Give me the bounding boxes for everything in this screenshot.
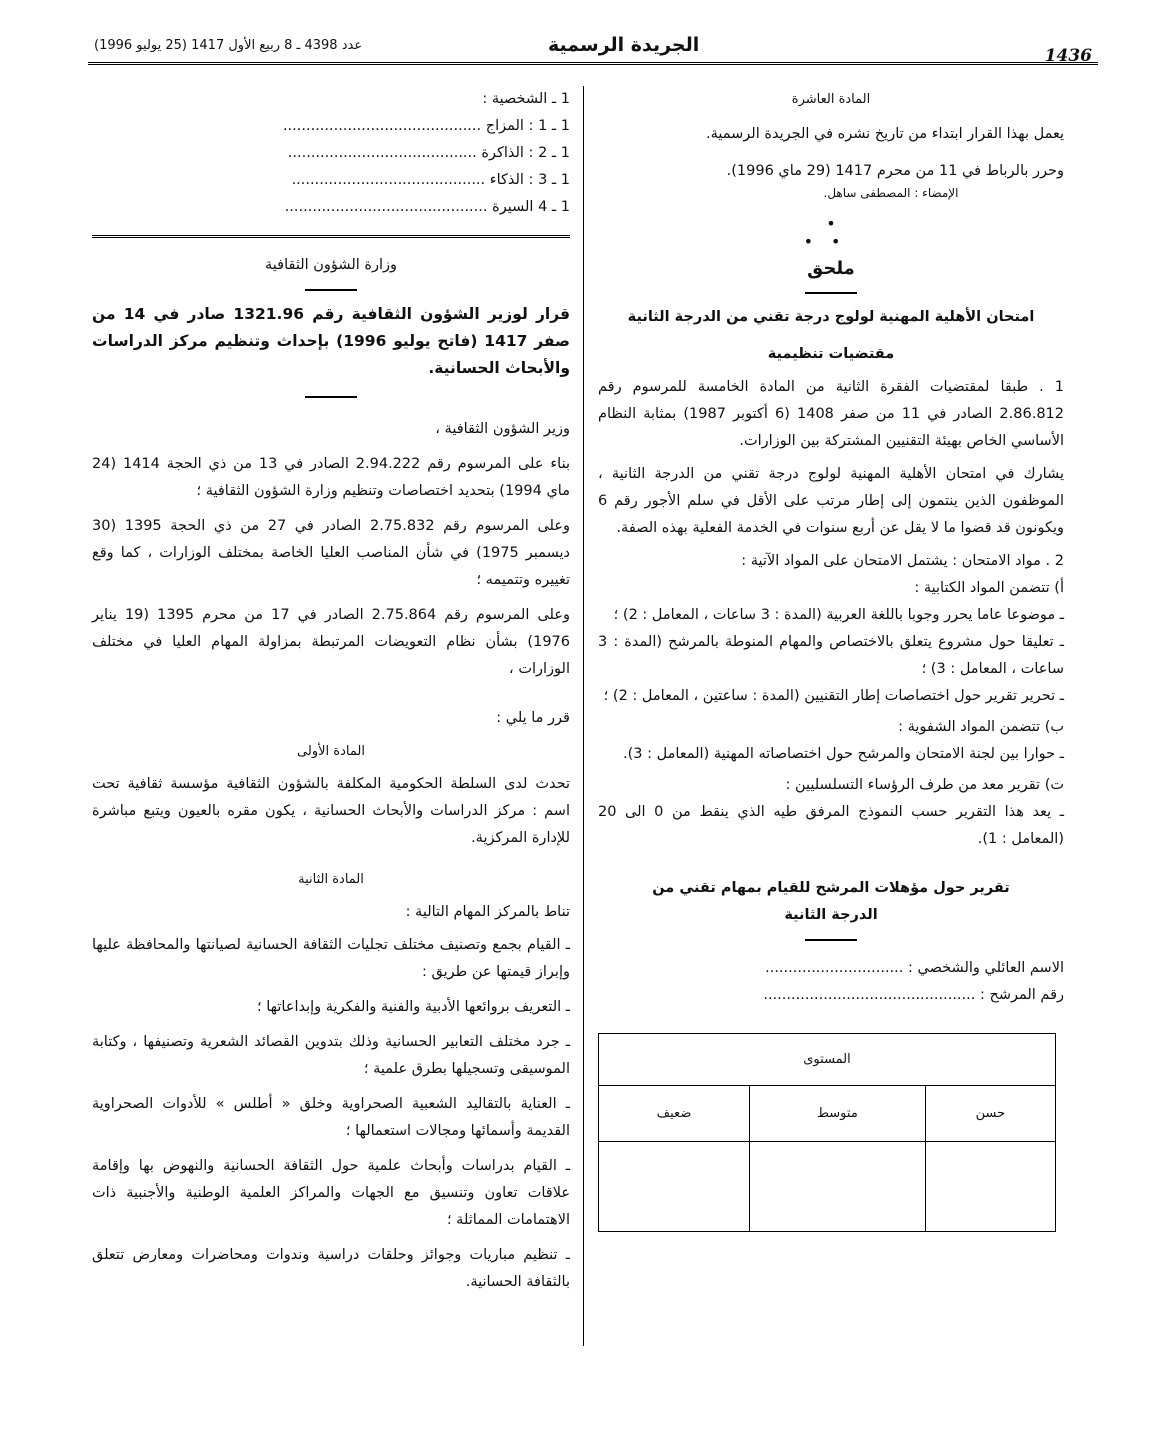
list-item: 1 ـ 3 : الذكاء ..........................................: [291, 172, 570, 188]
article-10-text: يعمل بهذا القرار ابتداء من تاريخ نشره في الجريدة الرسمية.: [706, 126, 1064, 142]
recital-2: وعلى المرسوم رقم 2.75.832 الصادر في 27 من ذي الحجة 1395 (30 ديسمبر 1975) في شأن المناصب العليا الخاصة بمختلف الوزارات ، كما وقع تغييره وتتميمه ؛: [92, 518, 570, 588]
ministry-rule: [305, 289, 357, 291]
decree-rule: [305, 396, 357, 398]
list-item: 1 ـ 4 السيرة ............................................: [284, 199, 570, 215]
level-header: المستوى: [599, 1034, 1056, 1086]
level-weak: ضعيف: [599, 1086, 750, 1142]
report-rule: [805, 939, 857, 941]
report-title: تقرير حول مؤهلات المرشح للقيام بمهام تقني من الدرجة الثانية: [652, 880, 1010, 923]
task-item: ـ جرد مختلف التعابير الحسانية وذلك بتدوين القصائد الشعرية وتصنيفها ، وكتابة الموسيقى وتسجيلها بطرق علمية ؛: [92, 1034, 570, 1077]
cell-average: [750, 1142, 926, 1232]
column-divider: [583, 86, 584, 1346]
task-item: ـ التعريف بروائعها الأدبية والفنية والفكرية وإبداعاتها ؛: [257, 999, 570, 1015]
task-item: ـ القيام بدراسات وأبحاث علمية حول الثقافة الحسانية والنهوض بها وإقامة علاقات تعاون وتنسيق مع الجهات والمراكز العلمية الوطنية والأجنبية ذات الاهتمامات المماثلة ؛: [92, 1158, 570, 1228]
list-item: 1 ـ 1 : المزاج ...........................................: [282, 118, 570, 134]
candidate-number-field: رقم المرشح : ..............................................: [763, 987, 1064, 1003]
page-header: [88, 30, 1098, 70]
ministry-title: وزارة الشؤون الثقافية: [264, 257, 398, 273]
signature: الإمضاء : المصطفى ساهل.: [823, 186, 959, 200]
level-good: حسن: [925, 1086, 1055, 1142]
separator-dots: ••: [803, 232, 859, 251]
section-divider: [92, 235, 570, 238]
written-subject-2: ـ تعليقا حول مشروع يتعلق بالاختصاص والمهام المنوطة بالمرشح (المدة : 3 ساعات ، المعامل : 3) ؛: [598, 634, 1064, 677]
annex-title: ملحق: [807, 258, 855, 279]
recital-1: بناء على المرسوم رقم 2.94.222 الصادر في 13 من ذي الحجة 1414 (24 ماي 1994) بتحديد اختصاصات وتنظيم وزارة الشؤون الثقافية ؛: [92, 456, 570, 499]
right-column: [598, 86, 1064, 1232]
article-10-title: المادة العاشرة: [791, 92, 871, 107]
decides-line: قرر ما يلي :: [496, 710, 570, 726]
task-item: ـ القيام بجمع وتصنيف مختلف تجليات الثقافة الحسانية لصيانتها والمحافظة عليها وإبراز قيمتها عن طريق :: [92, 937, 570, 980]
task-item: ـ العناية بالتقاليد الشعبية الصحراوية وخلق « أطلس » للأدوات الصحراوية القديمة وأسمائها ومجالات استعمالها ؛: [92, 1096, 570, 1139]
cell-good: [925, 1142, 1055, 1232]
written-subject-3: ـ تحرير تقرير حول اختصاصات إطار التقنيين (المدة : ساعتين ، المعامل : 2) ؛: [603, 688, 1064, 704]
decree-title: قرار لوزير الشؤون الثقافية رقم 1321.96 صادر في 14 من صفر 1417 (فاتح يوليو 1996) بإحداث وتنظيم مركز الدراسات والأبحاث الحسانية.: [92, 305, 571, 377]
list-item: 1 ـ الشخصية :: [482, 91, 570, 107]
annex-rule: [805, 292, 857, 294]
cell-weak: [599, 1142, 750, 1232]
supervisor-report-text: ـ يعد هذا التقرير حسب النموذج المرفق طيه الذي ينقط من 0 الى 20 (المعامل : 1).: [598, 804, 1064, 847]
oral-subjects-title: ب) تتضمن المواد الشفوية :: [898, 719, 1064, 735]
supervisor-report-title: ت) تقرير معد من طرف الرؤساء التسلسليين :: [785, 777, 1064, 793]
journal-title: الجريدة الرسمية: [548, 34, 700, 56]
recital-3: وعلى المرسوم رقم 2.75.864 الصادر في 17 من محرم 1395 (19 يناير 1976) بشأن نظام التعويضات المرتبطة بمزاولة المهام العليا في مختلف الوزارات ،: [92, 607, 570, 677]
issue-line: عدد 4398 ـ 8 ربيع الأول 1417 (25 يوليو 1996): [94, 38, 363, 53]
evaluation-table: [598, 1033, 1056, 1232]
header-rule: [88, 62, 1098, 65]
minister-line: وزير الشؤون الثقافية ،: [435, 421, 570, 437]
paragraph-1: 1 . طبقا لمقتضيات الفقرة الثانية من المادة الخامسة للمرسوم رقم 2.86.812 الصادر في 11 من صفر 1408 (6 أكتوبر 1987) بمثابة النظام الأساسي الخاص بهيئة التقنيين المشتركة بين الوزارات.: [598, 379, 1064, 449]
separator-dot: •: [826, 214, 836, 233]
section-title: مقتضيات تنظيمية: [767, 346, 895, 362]
article-1-title: المادة الأولى: [297, 744, 365, 759]
paragraph-3: 2 . مواد الامتحان : يشتمل الامتحان على المواد الآتية :: [741, 553, 1064, 569]
exam-title: امتحان الأهلية المهنية لولوج درجة تقني من الدرجة الثانية: [627, 309, 1035, 325]
article-2-intro: تناط بالمركز المهام التالية :: [405, 904, 570, 920]
article-2-title: المادة الثانية: [298, 872, 364, 887]
written-subject-1: ـ موضوعا عاما يحرر وجوبا باللغة العربية (المدة : 3 ساعات ، المعامل : 2) ؛: [613, 607, 1064, 623]
oral-subject-1: ـ حوارا بين لجنة الامتحان والمرشح حول اختصاصاته المهنية (المعامل : 3).: [622, 746, 1064, 762]
done-at: وحرر بالرباط في 11 من محرم 1417 (29 ماي 1996).: [726, 163, 1064, 179]
task-item: ـ تنظيم مباريات وجوائز وحلقات دراسية وندوات ومحاضرات ومعارض تتعلق بالثقافة الحسانية.: [92, 1247, 570, 1290]
article-1-text: تحدث لدى السلطة الحكومية المكلفة بالشؤون الثقافية مؤسسة ثقافية تحت اسم : مركز الدراسات والأبحاث الحسانية ، يكون مقره بالعيون ويتبع مباشرة للإدارة المركزية.: [92, 776, 570, 846]
name-field: الاسم العائلي والشخصي : ..............................: [765, 960, 1064, 976]
page-number: 1436: [1044, 46, 1092, 66]
list-item: 1 ـ 2 : الذاكرة .........................................: [287, 145, 570, 161]
paragraph-2: يشارك في امتحان الأهلية المهنية لولوج درجة تقني من الدرجة الثانية ، الموظفون الذين ينتمون إلى إطار مرتب على الأقل في سلم الأجور رقم 6 ويكونون قد قضوا ما لا يقل عن أربع سنوات في الخدمة الفعلية بهذه الصفة.: [598, 466, 1064, 536]
level-average: متوسط: [750, 1086, 926, 1142]
written-subjects-title: أ) تتضمن المواد الكتابية :: [914, 580, 1064, 596]
left-column: [92, 86, 570, 1296]
